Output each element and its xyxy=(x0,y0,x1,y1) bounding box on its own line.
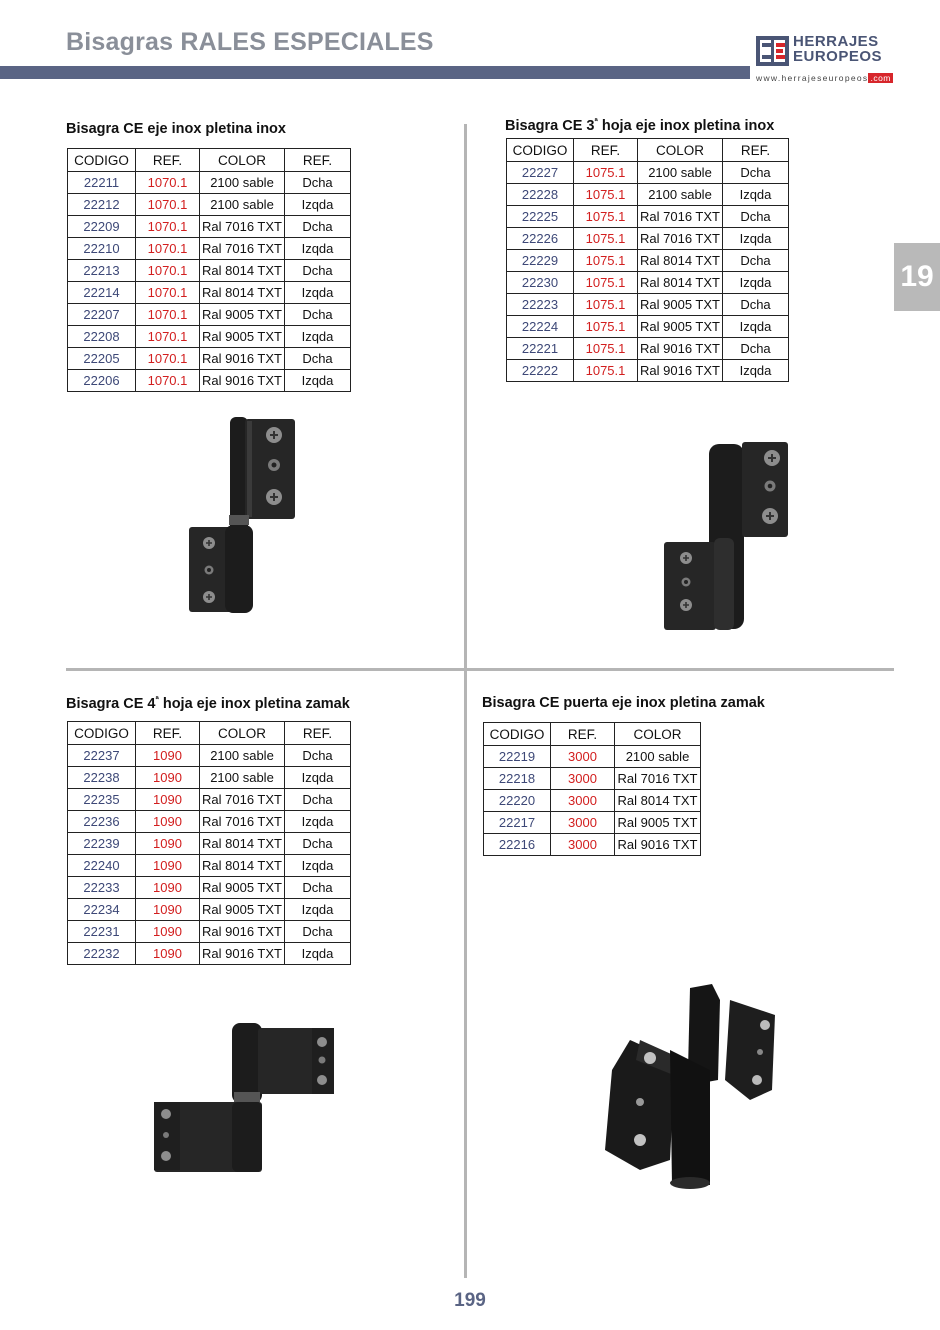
cell-ref: 3000 xyxy=(551,790,615,812)
cell-ref: 1090 xyxy=(136,789,200,811)
hinge-3-leaf-black-icon xyxy=(662,440,792,635)
cell-ref: 1070.1 xyxy=(136,370,200,392)
col-header-codigo: CODIGO xyxy=(507,139,574,162)
cell-codigo: 22222 xyxy=(507,360,574,382)
cell-side: Izqda xyxy=(285,899,351,921)
cell-ref: 1075.1 xyxy=(574,184,638,206)
cell-color: Ral 9016 TXT xyxy=(200,943,285,965)
col-header-ref: REF. xyxy=(136,722,200,745)
cell-side: Dcha xyxy=(723,162,789,184)
table-row xyxy=(68,943,351,965)
horizontal-divider xyxy=(66,668,894,671)
cell-codigo: 22223 xyxy=(507,294,574,316)
cell-ref: 1075.1 xyxy=(574,272,638,294)
hinge-2-leaf-black-icon xyxy=(185,415,300,615)
cell-side: Izqda xyxy=(723,184,789,206)
cell-ref: 1075.1 xyxy=(574,294,638,316)
table-row xyxy=(507,162,789,184)
brand-name xyxy=(793,34,882,64)
section-title-2-sup: ª xyxy=(594,116,598,126)
cell-ref: 1090 xyxy=(136,877,200,899)
col-header-ref: REF. xyxy=(136,149,200,172)
section-title-4: Bisagra CE puerta eje inox pletina zamak xyxy=(482,695,765,711)
cell-codigo: 22237 xyxy=(68,745,136,767)
cell-codigo: 22216 xyxy=(484,834,551,856)
table-row xyxy=(68,833,351,855)
col-header-color: COLOR xyxy=(200,722,285,745)
cell-color: Ral 9005 TXT xyxy=(200,877,285,899)
table-row xyxy=(68,899,351,921)
cell-color: Ral 9005 TXT xyxy=(200,899,285,921)
cell-codigo: 22218 xyxy=(484,768,551,790)
product-table-2 xyxy=(506,138,789,382)
cell-codigo: 22214 xyxy=(68,282,136,304)
cell-codigo: 22224 xyxy=(507,316,574,338)
cell-side: Dcha xyxy=(285,745,351,767)
table-row xyxy=(68,194,351,216)
table-row xyxy=(484,768,701,790)
page-number: 199 xyxy=(454,1290,486,1311)
cell-side: Izqda xyxy=(285,943,351,965)
table-row xyxy=(507,184,789,206)
cell-side: Dcha xyxy=(723,250,789,272)
col-header-ref: REF. xyxy=(574,139,638,162)
cell-side: Dcha xyxy=(723,294,789,316)
cell-ref: 1070.1 xyxy=(136,194,200,216)
col-header-codigo: CODIGO xyxy=(68,149,136,172)
cell-codigo: 22238 xyxy=(68,767,136,789)
cell-side: Dcha xyxy=(285,348,351,370)
cell-ref: 1070.1 xyxy=(136,216,200,238)
col-header-color: COLOR xyxy=(615,723,701,746)
table-row xyxy=(68,260,351,282)
cell-color: Ral 9005 TXT xyxy=(615,812,701,834)
col-header-color: COLOR xyxy=(638,139,723,162)
cell-ref: 1070.1 xyxy=(136,348,200,370)
cell-ref: 1075.1 xyxy=(574,250,638,272)
cell-ref: 1075.1 xyxy=(574,316,638,338)
table-row xyxy=(507,250,789,272)
cell-color: Ral 9016 TXT xyxy=(615,834,701,856)
col-header-ref2: REF. xyxy=(723,139,789,162)
cell-side: Dcha xyxy=(723,338,789,360)
table-row xyxy=(507,338,789,360)
cell-ref: 1070.1 xyxy=(136,304,200,326)
col-header-codigo: CODIGO xyxy=(484,723,551,746)
cell-codigo: 22221 xyxy=(507,338,574,360)
cell-codigo: 22231 xyxy=(68,921,136,943)
cell-codigo: 22212 xyxy=(68,194,136,216)
cell-codigo: 22210 xyxy=(68,238,136,260)
cell-codigo: 22240 xyxy=(68,855,136,877)
cell-ref: 1075.1 xyxy=(574,360,638,382)
cell-side: Izqda xyxy=(285,370,351,392)
cell-side: Dcha xyxy=(285,260,351,282)
cell-ref: 3000 xyxy=(551,812,615,834)
table-row xyxy=(68,855,351,877)
cell-codigo: 22236 xyxy=(68,811,136,833)
table-row xyxy=(68,877,351,899)
cell-codigo: 22206 xyxy=(68,370,136,392)
table-row xyxy=(507,272,789,294)
cell-color: 2100 sable xyxy=(200,745,285,767)
cell-color: Ral 7016 TXT xyxy=(200,811,285,833)
table-row xyxy=(507,294,789,316)
cell-ref: 3000 xyxy=(551,768,615,790)
page-title: Bisagras RALES ESPECIALES xyxy=(66,28,434,56)
cell-color: Ral 9016 TXT xyxy=(200,348,285,370)
cell-codigo: 22225 xyxy=(507,206,574,228)
table-row xyxy=(484,790,701,812)
cell-codigo: 22207 xyxy=(68,304,136,326)
cell-codigo: 22209 xyxy=(68,216,136,238)
title-bar xyxy=(0,66,750,79)
cell-color: Ral 9005 TXT xyxy=(200,326,285,348)
section-title-2-prefix: Bisagra CE 3 xyxy=(505,117,595,134)
cell-color: 2100 sable xyxy=(615,746,701,768)
table-row xyxy=(68,370,351,392)
table-row xyxy=(484,834,701,856)
cell-codigo: 22235 xyxy=(68,789,136,811)
cell-ref: 1075.1 xyxy=(574,228,638,250)
table-row xyxy=(68,921,351,943)
cell-codigo: 22227 xyxy=(507,162,574,184)
cell-codigo: 22232 xyxy=(68,943,136,965)
cell-color: 2100 sable xyxy=(638,162,723,184)
col-header-color: COLOR xyxy=(200,149,285,172)
table-row xyxy=(68,745,351,767)
cell-color: Ral 9016 TXT xyxy=(200,921,285,943)
cell-codigo: 22239 xyxy=(68,833,136,855)
cell-codigo: 22233 xyxy=(68,877,136,899)
cell-color: Ral 9005 TXT xyxy=(638,294,723,316)
cell-color: 2100 sable xyxy=(638,184,723,206)
brand-line-1: HERRAJES xyxy=(793,33,879,50)
cell-codigo: 22211 xyxy=(68,172,136,194)
table-row xyxy=(68,326,351,348)
cell-ref: 1090 xyxy=(136,855,200,877)
cell-ref: 1075.1 xyxy=(574,162,638,184)
cell-ref: 1090 xyxy=(136,745,200,767)
cell-side: Dcha xyxy=(285,216,351,238)
cell-color: Ral 9016 TXT xyxy=(200,370,285,392)
cell-color: Ral 9005 TXT xyxy=(638,316,723,338)
product-table-3 xyxy=(67,721,351,965)
col-header-codigo: CODIGO xyxy=(68,722,136,745)
cell-codigo: 22228 xyxy=(507,184,574,206)
col-header-ref: REF. xyxy=(551,723,615,746)
cell-color: Ral 7016 TXT xyxy=(615,768,701,790)
cell-side: Izqda xyxy=(285,282,351,304)
cell-side: Dcha xyxy=(285,921,351,943)
cell-color: Ral 8014 TXT xyxy=(638,250,723,272)
logo-mark-icon xyxy=(756,36,789,66)
col-header-ref2: REF. xyxy=(285,149,351,172)
cell-side: Izqda xyxy=(723,316,789,338)
brand-url-suffix: .com xyxy=(870,73,891,83)
table-row xyxy=(68,304,351,326)
table-row xyxy=(68,172,351,194)
cell-side: Dcha xyxy=(723,206,789,228)
table-row xyxy=(68,767,351,789)
cell-color: 2100 sable xyxy=(200,194,285,216)
cell-codigo: 22213 xyxy=(68,260,136,282)
cell-color: Ral 8014 TXT xyxy=(200,260,285,282)
section-title-2-suffix: hoja eje inox pletina inox xyxy=(597,117,775,134)
brand-line-2: EUROPEOS xyxy=(793,48,883,65)
cell-side: Izqda xyxy=(285,194,351,216)
cell-color: 2100 sable xyxy=(200,172,285,194)
brand-url-text: www.herrajeseuropeos xyxy=(756,73,869,83)
cell-codigo: 22219 xyxy=(484,746,551,768)
cell-side: Izqda xyxy=(723,272,789,294)
section-title-3 xyxy=(66,694,350,712)
cell-side: Izqda xyxy=(285,326,351,348)
hinge-4-leaf-black-icon xyxy=(152,1020,342,1175)
cell-codigo: 22220 xyxy=(484,790,551,812)
cell-codigo: 22217 xyxy=(484,812,551,834)
cell-ref: 1090 xyxy=(136,943,200,965)
table-row xyxy=(68,238,351,260)
cell-color: Ral 9016 TXT xyxy=(638,360,723,382)
section-title-3-prefix: Bisagra CE 4 xyxy=(66,695,156,712)
cell-color: Ral 9005 TXT xyxy=(200,304,285,326)
cell-color: Ral 8014 TXT xyxy=(200,833,285,855)
cell-side: Dcha xyxy=(285,877,351,899)
cell-ref: 1075.1 xyxy=(574,338,638,360)
section-title-1: Bisagra CE eje inox pletina inox xyxy=(66,121,286,137)
cell-codigo: 22234 xyxy=(68,899,136,921)
cell-ref: 1090 xyxy=(136,811,200,833)
section-title-2 xyxy=(505,116,774,134)
cell-color: Ral 8014 TXT xyxy=(615,790,701,812)
table-row xyxy=(68,811,351,833)
table-row xyxy=(68,789,351,811)
cell-color: Ral 7016 TXT xyxy=(638,206,723,228)
cell-color: Ral 7016 TXT xyxy=(200,216,285,238)
cell-side: Dcha xyxy=(285,833,351,855)
cell-side: Dcha xyxy=(285,172,351,194)
table-row xyxy=(507,316,789,338)
cell-codigo: 22229 xyxy=(507,250,574,272)
brand-logo xyxy=(756,34,896,86)
product-table-1 xyxy=(67,148,351,392)
cell-ref: 1070.1 xyxy=(136,238,200,260)
cell-color: Ral 7016 TXT xyxy=(200,238,285,260)
cell-codigo: 22205 xyxy=(68,348,136,370)
hinge-door-zamak-black-icon xyxy=(600,980,790,1190)
cell-ref: 1090 xyxy=(136,921,200,943)
cell-ref: 1070.1 xyxy=(136,260,200,282)
table-row xyxy=(68,348,351,370)
cell-side: Izqda xyxy=(285,767,351,789)
cell-ref: 3000 xyxy=(551,834,615,856)
cell-ref: 1070.1 xyxy=(136,282,200,304)
table-row xyxy=(68,216,351,238)
cell-ref: 1070.1 xyxy=(136,326,200,348)
brand-url xyxy=(756,73,893,83)
cell-color: 2100 sable xyxy=(200,767,285,789)
cell-codigo: 22208 xyxy=(68,326,136,348)
cell-color: Ral 7016 TXT xyxy=(638,228,723,250)
cell-ref: 1090 xyxy=(136,767,200,789)
cell-color: Ral 8014 TXT xyxy=(200,855,285,877)
cell-side: Izqda xyxy=(285,238,351,260)
table-row xyxy=(507,360,789,382)
section-title-3-sup: ª xyxy=(155,694,159,704)
product-table-4 xyxy=(483,722,701,856)
section-title-3-suffix: hoja eje inox pletina zamak xyxy=(158,695,350,712)
cell-color: Ral 8014 TXT xyxy=(638,272,723,294)
cell-color: Ral 8014 TXT xyxy=(200,282,285,304)
vertical-divider xyxy=(464,124,467,1278)
cell-side: Izqda xyxy=(723,360,789,382)
cell-side: Izqda xyxy=(285,855,351,877)
col-header-ref2: REF. xyxy=(285,722,351,745)
cell-codigo: 22230 xyxy=(507,272,574,294)
table-row xyxy=(484,812,701,834)
cell-side: Dcha xyxy=(285,304,351,326)
table-row xyxy=(507,206,789,228)
cell-ref: 1075.1 xyxy=(574,206,638,228)
chapter-tab: 19 xyxy=(894,243,940,311)
cell-side: Izqda xyxy=(723,228,789,250)
cell-ref: 1090 xyxy=(136,833,200,855)
cell-ref: 3000 xyxy=(551,746,615,768)
cell-side: Izqda xyxy=(285,811,351,833)
cell-side: Dcha xyxy=(285,789,351,811)
table-row xyxy=(484,746,701,768)
cell-ref: 1070.1 xyxy=(136,172,200,194)
table-row xyxy=(68,282,351,304)
cell-ref: 1090 xyxy=(136,899,200,921)
table-row xyxy=(507,228,789,250)
cell-color: Ral 9016 TXT xyxy=(638,338,723,360)
cell-codigo: 22226 xyxy=(507,228,574,250)
cell-color: Ral 7016 TXT xyxy=(200,789,285,811)
